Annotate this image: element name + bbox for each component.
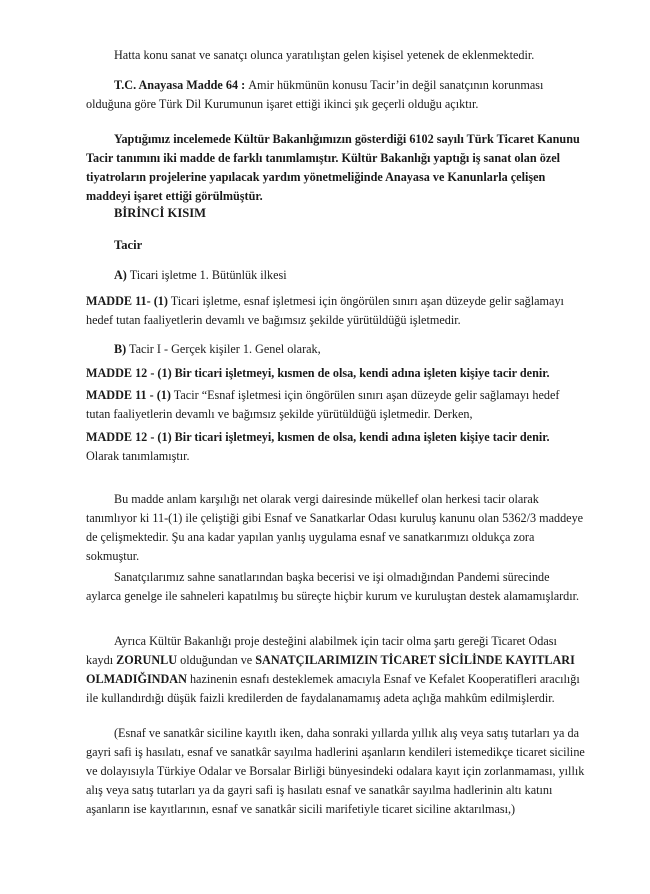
- kultur-text-3: hazinenin esnafı desteklemek amacıyla Esnaf ve Kefalet Kooperatifleri aracılığı ile kullandırdığı düşük faizli kredilerden de faydalanamamış adeta açlığa mahkûm edilmişlerdir.: [86, 672, 580, 705]
- paragraph-kultur: [86, 632, 586, 708]
- item-a: [114, 266, 604, 285]
- anayasa-label: T.C. Anayasa Madde 64 :: [114, 78, 249, 92]
- madde-12-second: [86, 428, 586, 466]
- subsection-heading: Tacir: [114, 238, 143, 252]
- kultur-text-2: olduğundan ve: [177, 653, 256, 667]
- madde-12-first: MADDE 12 - (1) Bir ticari işletmeyi, kısmen de olsa, kendi adına işleten kişiye tacir denir.: [86, 366, 550, 380]
- kultur-bold-sicil: SANATÇILARIMIZIN TİCARET SİCİLİNDE KAYITLARI OLMADIĞINDAN: [86, 653, 575, 686]
- paragraph-pandemi: Sanatçılarımız sahne sanatlarından başka becerisi ve işi olmadığından Pandemi sürecinde aylarca genelge ile sahneleri kapatılmış bu süreçte hiçbir kurum ve kuruluştan destek alamamışlardır.: [86, 570, 580, 603]
- madde-12-second-label: MADDE 12 - (1) Bir ticari işletmeyi, kısmen de olsa, kendi adına işleten kişiye tacir denir.: [86, 430, 550, 444]
- madde-11-text: Ticari işletme, esnaf işletmesi için öngörülen sınırı aşan düzeyde gelir sağlamayı hedef tutan faaliyetlerin devamlı ve bağımsız şekilde yürütüldüğü işletmedir.: [86, 294, 564, 327]
- section-heading: BİRİNCİ KISIM: [114, 206, 207, 220]
- kultur-text-1: Ayrıca Kültür Bakanlığı proje desteğini alabilmek için tacir olma şartı gereği Ticaret Odası kaydı: [86, 634, 557, 667]
- item-b-text: Tacir I - Gerçek kişiler 1. Genel olarak,: [126, 342, 321, 356]
- madde-11-label: MADDE 11- (1): [86, 294, 168, 308]
- kultur-bold-zorunlu: ZORUNLU: [116, 653, 178, 667]
- item-b: [114, 340, 604, 359]
- madde-11-first: [86, 292, 586, 330]
- paragraph-inceleme: Yaptığımız incelemede Kültür Bakanlığımızın gösterdiği 6102 sayılı Türk Ticaret Kanunu Tacir tanımını iki madde de farklı tanımlamıştır. Kültür Bakanlığı yaptığı iş sanat olan özel tiyatroların projelerine yapılacak yardım yönetmeliğinde Anayasa ve Kanunlarla çelişen maddeyi işaret ettiği görülmüştür.: [86, 132, 580, 203]
- paragraph-parantez: (Esnaf ve sanatkâr siciline kayıtlı iken, daha sonraki yıllarda yıllık alış veya satış tutarları ya da gayri safi iş hasılatı, esnaf ve sanatkâr sayılma hadlerini aşanların kendileri istemedikçe ticaret siciline ve dolayısıyla Türkiye Odalar ve Borsalar Birliği bünyesindeki odalara kayıt için zorlanmaması, yıllık alış veya satış tutarları ya da gayri safi iş hasılatı esnaf ve sanatkâr sayılma hadlerinin altı katını aşanların ise kayıtlarının, esnaf ve sanatkâr sicili marifetiyle ticaret siciline aktarılması,): [86, 726, 585, 816]
- madde-12-second-tail: Olarak tanımlamıştır.: [86, 449, 190, 463]
- paragraph-vergi: Bu madde anlam karşılığı net olarak vergi dairesinde mükellef olan herkesi tacir olarak tanımlıyor ki 11-(1) ile çeliştiği gibi Esnaf ve Sanatkarlar Odası kuruluş kanunu olan 5362/3 maddeye de çelişmektedir. Şu ana kadar yapılan yanlış uygulama esnaf ve sanatkarımızı oldukça zora sokmuştur.: [86, 492, 584, 563]
- madde-11-second: [86, 386, 586, 424]
- paragraph-intro: Hatta konu sanat ve sanatçı olunca yaratılıştan gelen kişisel yetenek de eklenmektedir.: [114, 48, 535, 62]
- madde-11-second-label: MADDE 11 - (1): [86, 388, 171, 402]
- item-a-label: A): [114, 268, 127, 282]
- item-b-label: B): [114, 342, 127, 356]
- paragraph-anayasa: [86, 76, 586, 114]
- item-a-text: Ticari işletme 1. Bütünlük ilkesi: [126, 268, 287, 282]
- madde-11-second-text: Tacir “Esnaf işletmesi için öngörülen sınırı aşan düzeyde gelir sağlamayı hedef tutan faaliyetlerin devamlı ve bağımsız şekilde yürütüldüğü işletmedir. Derken,: [86, 388, 560, 421]
- anayasa-text: Amir hükmünün konusu Tacir’in değil sanatçının korunması olduğuna göre Türk Dil Kurumunun işaret ettiği ikinci şık geçerli olduğu açıktır.: [86, 78, 544, 111]
